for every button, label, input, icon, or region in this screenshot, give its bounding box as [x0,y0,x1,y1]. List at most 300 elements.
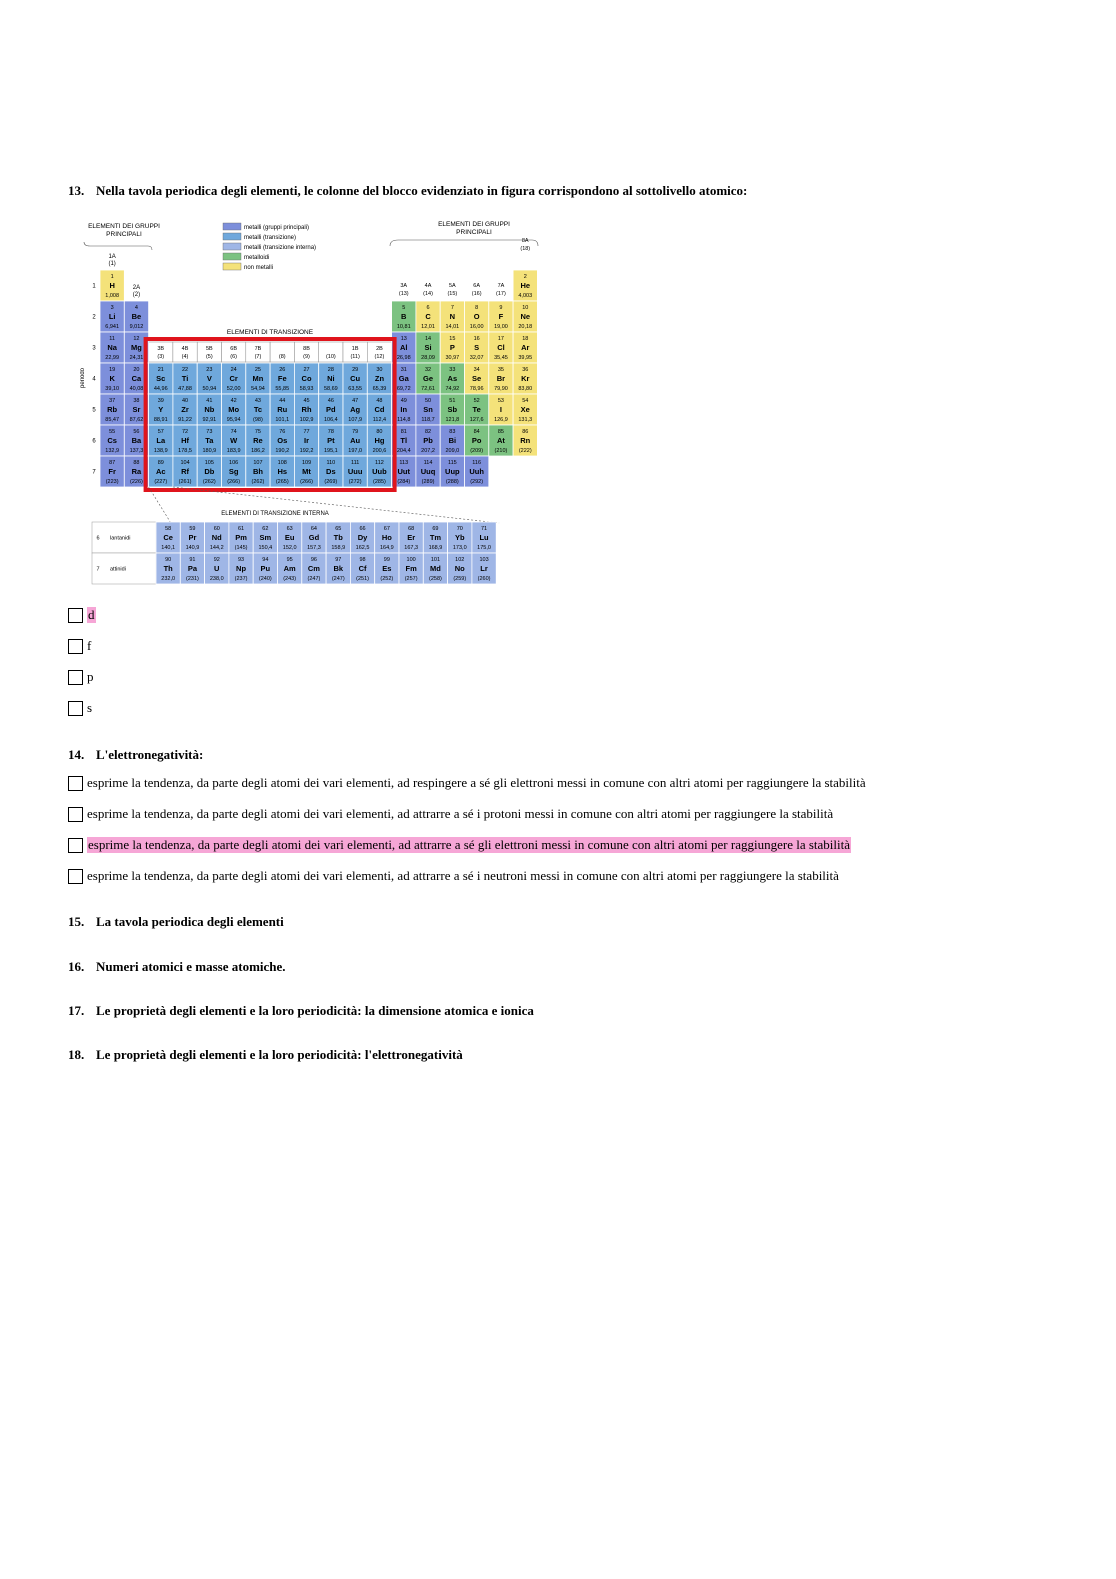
atomic-number: 10 [522,305,529,311]
atomic-number: 6 [426,305,430,311]
group-label: (10) [325,354,336,360]
atomic-mass: 1,008 [105,293,120,299]
atomic-number: 115 [447,460,457,466]
period-number: 7 [92,469,96,476]
atomic-number: 26 [279,367,286,373]
element-symbol: Rh [301,405,312,414]
element-symbol: He [520,281,531,290]
group-label: (1) [108,261,116,267]
element-symbol: Yb [454,533,465,542]
element-symbol: Ti [181,374,189,383]
checkbox[interactable] [68,776,83,791]
group-label: (17) [496,291,506,297]
section-label: PRINCIPALI [106,231,142,238]
atomic-mass: 112,4 [372,417,387,423]
question-number: 16. [68,959,85,974]
question-text: Le proprietà degli elementi e la loro periodicità: l'elettronegatività [96,1047,463,1062]
atomic-mass: (272) [348,479,362,485]
atomic-mass: 32,07 [469,355,484,361]
atomic-mass: 209,0 [445,448,460,454]
question-number: 13. [68,183,85,198]
atomic-number: 74 [230,429,237,435]
atomic-number: 27 [303,367,310,373]
inner-row-label: lantanidi [110,535,131,542]
element-symbol: V [206,374,212,383]
atomic-number: 103 [479,557,489,563]
answer-option[interactable] [68,836,851,854]
atomic-mass: 127,6 [469,417,484,423]
element-symbol: Pt [327,436,335,445]
checkbox[interactable] [68,701,83,716]
atomic-mass: (259) [453,576,467,582]
group-label: 1B [351,346,359,352]
element-symbol: Br [496,374,506,383]
element-symbol: Pr [188,533,197,542]
period-number: 4 [92,376,96,383]
section-label: PRINCIPALI [456,229,492,236]
atomic-mass: 140,1 [161,545,176,551]
atomic-mass: 162,5 [355,545,370,551]
atomic-number: 9 [499,305,503,311]
atomic-mass: 78,96 [469,386,484,392]
element-symbol: Eu [284,533,295,542]
element-symbol: Mg [131,343,142,352]
group-label: 6A [473,283,481,289]
atomic-number: 51 [449,398,456,404]
element-symbol: In [400,405,408,414]
atomic-mass: (240) [258,576,272,582]
atomic-number: 77 [303,429,310,435]
atomic-number: 49 [400,398,407,404]
element-symbol: Uuu [347,467,363,476]
checkbox[interactable] [68,807,83,822]
atomic-mass: 144,2 [209,545,224,551]
element-symbol: Es [382,564,392,573]
element-symbol: Ho [381,533,392,542]
legend-label: metalloidi [244,255,270,261]
atomic-number: 35 [497,367,505,373]
checkbox[interactable] [68,838,83,853]
atomic-number: 92 [213,557,220,563]
atomic-mass: (227) [154,479,168,485]
atomic-number: 73 [206,429,213,435]
atomic-mass: 207,2 [421,448,435,454]
element-symbol: Fm [405,564,417,573]
checkbox[interactable] [68,869,83,884]
element-symbol: F [498,312,504,321]
element-symbol: Uuh [469,467,484,476]
element-symbol: Lr [480,564,488,573]
atomic-mass: 39,95 [518,355,533,361]
atomic-number: 48 [376,398,383,404]
question-15-title [68,914,284,930]
element-symbol: Nd [211,533,222,542]
atomic-number: 39 [157,398,164,404]
atomic-number: 94 [262,557,269,563]
atomic-number: 36 [522,367,529,373]
atomic-number: 107 [253,460,263,466]
atomic-number: 56 [133,429,140,435]
atomic-mass: 238,0 [209,576,224,582]
group-label: 4B [181,346,189,352]
atomic-mass: (265) [275,479,289,485]
element-symbol: Mn [252,374,264,383]
answer-option[interactable] [68,637,91,655]
atomic-number: 85 [497,429,505,435]
element-symbol: Kr [521,374,530,383]
element-symbol: Uub [372,467,387,476]
group-label: (2) [132,292,141,298]
atomic-number: 7 [450,305,454,311]
atomic-number: 81 [400,429,407,435]
group-label: 8A [521,238,529,244]
atomic-mass: 183,9 [226,448,241,454]
atomic-mass: (252) [380,576,394,582]
atomic-number: 100 [406,557,416,563]
atomic-mass: (247) [307,576,321,582]
atomic-number: 116 [472,460,482,466]
atomic-mass: 232,0 [161,576,176,582]
answer-option[interactable] [68,606,96,624]
checkbox[interactable] [68,608,83,623]
atomic-mass: 83,80 [518,386,533,392]
atomic-mass: (269) [324,479,338,485]
atomic-number: 53 [497,398,505,404]
atomic-mass: 63,55 [348,386,363,392]
element-symbol: Au [350,436,361,445]
element-symbol: Nb [204,405,215,414]
period-number: 2 [92,314,96,321]
atomic-mass: (223) [105,479,119,485]
group-label: 2A [132,285,141,291]
element-symbol: Hf [181,436,190,445]
atomic-number: 55 [109,429,116,435]
element-symbol: As [447,374,458,383]
element-symbol: Pm [235,533,247,542]
period-number: 6 [92,438,96,445]
element-symbol: Ce [163,533,173,542]
atomic-number: 58 [165,526,172,532]
element-symbol: Co [301,374,312,383]
atomic-mass: (257) [404,576,418,582]
atomic-number: 4 [134,305,138,311]
atomic-mass: 150,4 [258,545,273,551]
atomic-number: 91 [189,557,196,563]
option-label: esprime la tendenza, da parte degli atomi dei vari elementi, ad attrarre a sé gli elettroni messi in comune con altri atomi per raggiungere la stabilità [88,837,851,852]
element-symbol: Ra [131,467,142,476]
atomic-mass: (251) [356,576,369,582]
question-text: L'elettronegatività: [96,747,204,762]
atomic-mass: (222) [518,448,532,454]
element-symbol: U [214,564,220,573]
question-17-title [68,1003,534,1019]
group-label: 6B [230,346,238,352]
question-text: La tavola periodica degli elementi [96,914,284,929]
group-label: (15) [447,291,458,297]
atomic-mass: 175,0 [477,545,491,551]
option-label: esprime la tendenza, da parte degli atomi dei vari elementi, ad respingere a sé gli elettroni messi in comune con altri atomi per raggiungere la stabilità [87,775,866,790]
atomic-mass: 58,69 [323,386,338,392]
checkbox[interactable] [68,639,83,654]
group-label: (8) [278,354,286,360]
group-label: 1A [108,254,116,260]
question-number: 14. [68,747,85,762]
atomic-number: 82 [424,429,432,435]
atomic-number: 71 [480,526,488,532]
atomic-number: 111 [350,460,360,466]
atomic-number: 66 [359,526,366,532]
element-symbol: Bi [448,436,457,445]
answer-option[interactable] [68,699,92,717]
atomic-number: 21 [157,367,164,373]
section-label: ELEMENTI DI TRANSIZIONE [226,329,314,336]
atomic-mass: 87,62 [129,417,144,423]
atomic-mass: 200,6 [372,448,387,454]
atomic-mass: 92,91 [202,417,217,423]
atomic-number: 95 [286,557,293,563]
atomic-mass: 140,9 [185,545,200,551]
group-label: 3A [400,283,408,289]
legend-label: metalli (gruppi principali) [244,225,310,231]
element-symbol: Cl [497,343,505,352]
atomic-mass: (266) [300,479,313,485]
atomic-mass: 28,09 [421,355,435,361]
group-label: 8B [303,346,310,352]
section-label: ELEMENTI DEI GRUPPI [88,223,160,230]
atomic-mass: 126,9 [494,417,508,423]
atomic-mass: 204,4 [396,448,411,454]
atomic-number: 5 [402,305,406,311]
atomic-number: 30 [376,367,383,373]
atomic-number: 45 [303,398,310,404]
bracket [390,240,538,246]
element-symbol: Zn [374,374,385,383]
atomic-number: 88 [133,460,140,466]
checkbox[interactable] [68,670,83,685]
element-symbol: Sb [447,405,458,414]
question-13-title [68,183,747,199]
atomic-mass: 79,90 [494,386,508,392]
atomic-number: 20 [133,367,140,373]
atomic-mass: (237) [234,576,248,582]
element-symbol: Y [158,405,164,414]
atomic-mass: (145) [234,545,248,551]
answer-option[interactable] [68,867,839,885]
element-symbol: Ca [131,374,142,383]
atomic-mass: 72,61 [421,386,435,392]
element-symbol: Fe [277,374,287,383]
atomic-number: 87 [109,460,116,466]
atomic-number: 84 [473,429,480,435]
atomic-number: 72 [181,429,189,435]
group-label: (6) [230,354,238,360]
atomic-number: 93 [237,557,245,563]
periodic-table-figure [80,210,542,588]
atomic-mass: 52,00 [226,386,241,392]
atomic-mass: 39,10 [105,386,120,392]
element-symbol: Pb [423,436,433,445]
question-number: 15. [68,914,85,929]
element-symbol: Gd [308,533,320,542]
atomic-number: 60 [213,526,220,532]
element-symbol: Uuq [420,467,436,476]
atomic-mass: 91,22 [178,417,192,423]
atomic-number: 33 [449,367,456,373]
atomic-mass: 102,9 [299,417,314,423]
element-symbol: Uup [445,467,460,476]
atomic-mass: 85,47 [105,417,120,423]
atomic-mass: 121,8 [445,417,460,423]
atomic-mass: 157,3 [307,545,321,551]
element-symbol: Ne [520,312,531,321]
element-symbol: Sm [259,533,272,542]
element-symbol: Sg [228,467,239,476]
atomic-number: 8 [475,305,479,311]
atomic-number: 114 [423,460,433,466]
element-symbol: Tc [253,405,263,414]
atomic-number: 13 [400,336,407,342]
answer-option[interactable] [68,805,833,823]
atomic-number: 34 [473,367,480,373]
atomic-number: 59 [189,526,196,532]
atomic-number: 43 [254,398,262,404]
atomic-number: 2 [523,274,527,280]
group-label: (4) [181,354,189,360]
element-symbol: Ni [327,374,335,383]
atomic-mass: (231) [186,576,199,582]
question-text: Le proprietà degli elementi e la loro periodicità: la dimensione atomica e ionica [96,1003,534,1018]
atomic-number: 28 [327,367,334,373]
atomic-mass: 114,8 [397,417,411,423]
atomic-mass: 54,94 [251,386,265,392]
section-label: ELEMENTI DI TRANSIZIONE INTERNA [221,511,329,517]
element-symbol: Ru [277,405,288,414]
element-symbol: Uut [397,467,410,476]
element-symbol: At [496,436,505,445]
atomic-mass: 101,1 [275,417,290,423]
atomic-mass: 173,0 [452,545,467,551]
atomic-number: 69 [432,526,439,532]
atomic-number: 42 [230,398,237,404]
element-symbol: Sr [132,405,141,414]
answer-option[interactable] [68,774,866,792]
atomic-number: 52 [473,398,480,404]
element-symbol: Tb [333,533,343,542]
atomic-number: 108 [277,460,287,466]
group-label: (3) [157,354,165,360]
question-text: Nella tavola periodica degli elementi, le colonne del blocco evidenziato in figura corrispondono al sottolivello atomico: [96,183,748,198]
element-symbol: Np [236,564,247,573]
atomic-mass: 132,9 [105,448,120,454]
element-symbol: Fr [108,467,116,476]
atomic-number: 101 [430,557,441,563]
element-symbol: Si [424,343,432,352]
period-number: 3 [92,345,96,352]
element-symbol: Pu [260,564,271,573]
atomic-mass: 69,72 [396,386,411,392]
element-symbol: No [454,564,465,573]
atomic-mass: 24,31 [129,355,144,361]
atomic-number: 3 [110,305,114,311]
atomic-number: 106 [229,460,239,466]
atomic-number: 97 [335,557,342,563]
atomic-mass: 35,45 [494,355,508,361]
element-symbol: Cu [350,374,361,383]
option-label: p [87,669,94,684]
atomic-number: 24 [230,367,237,373]
element-symbol: Cm [307,564,320,573]
atomic-number: 11 [109,336,116,342]
atomic-number: 41 [206,398,213,404]
atomic-number: 61 [237,526,245,532]
atomic-number: 50 [424,398,432,404]
atomic-number: 38 [133,398,140,404]
option-label: f [87,638,92,653]
legend-swatch [223,233,241,240]
atomic-mass: (262) [202,479,216,485]
atomic-number: 44 [279,398,286,404]
atomic-number: 32 [424,367,432,373]
atomic-number: 14 [424,336,432,342]
element-symbol: Bh [252,467,263,476]
atomic-mass: 19,00 [494,324,508,330]
atomic-mass: 14,01 [445,324,460,330]
atomic-mass: 195,1 [323,448,338,454]
element-symbol: Na [107,343,117,352]
atomic-mass: (266) [227,479,241,485]
element-symbol: Pd [326,405,336,414]
atomic-mass: 30,97 [445,355,460,361]
atomic-mass: 65,39 [372,386,387,392]
atomic-number: 47 [352,398,359,404]
atomic-mass: (98) [253,417,263,423]
legend-label: non metalli [244,265,274,271]
atomic-mass: (209) [470,448,484,454]
atomic-mass: 12,01 [421,324,435,330]
element-symbol: Ar [521,343,530,352]
answer-option[interactable] [68,668,94,686]
element-symbol: Rb [107,405,118,414]
atomic-mass: (226) [130,479,143,485]
atomic-number: 15 [449,336,456,342]
atomic-mass: 4,003 [518,293,533,299]
element-symbol: Te [472,405,481,414]
atomic-number: 1 [110,274,114,280]
atomic-number: 78 [327,429,334,435]
legend-label: metalli (transizione interna) [244,245,317,251]
option-label: d [88,607,95,622]
atomic-mass: (247) [331,576,345,582]
element-symbol: Mo [228,405,240,414]
atomic-mass: 167,3 [404,545,419,551]
atomic-number: 63 [286,526,293,532]
atomic-mass: 152,0 [282,545,297,551]
element-symbol: Md [430,564,441,573]
element-symbol: Tl [400,436,408,445]
atomic-mass: 197,0 [348,448,363,454]
element-symbol: Al [400,343,408,352]
atomic-mass: 95,94 [226,417,241,423]
atomic-mass: 58,93 [299,386,314,392]
period-number: 5 [92,407,96,414]
group-label: (13) [398,291,409,297]
atomic-mass: 74,92 [445,386,460,392]
atomic-mass: (260) [477,576,491,582]
atomic-number: 57 [157,429,164,435]
atomic-mass: 20,18 [518,324,533,330]
period-number: 7 [96,566,100,573]
atomic-number: 31 [400,367,407,373]
